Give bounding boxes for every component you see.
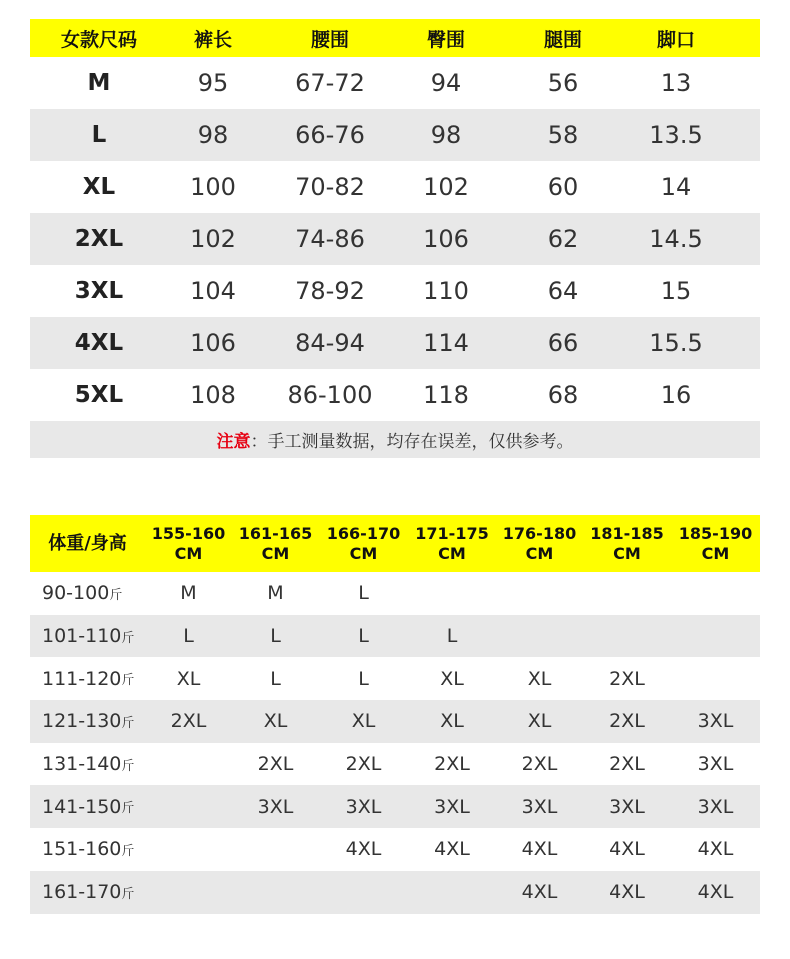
size-header-cell: 脚口 — [656, 28, 695, 51]
weight-value: 131-140 — [42, 753, 122, 776]
fit-size-value: 3XL — [697, 753, 734, 776]
height-range-header — [319, 524, 408, 564]
size-value: 106 — [190, 329, 236, 357]
size-header-cell: 腿围 — [543, 28, 582, 51]
size-value: 16 — [660, 381, 692, 409]
weight-unit: 斤 — [121, 843, 135, 859]
fit-row — [30, 871, 760, 914]
height-range-value: 181-185 — [590, 523, 664, 543]
weight-range — [30, 710, 145, 732]
fit-size-value: 3XL — [697, 710, 734, 733]
size-value: 98 — [197, 121, 229, 149]
weight-value: 111-120 — [42, 667, 122, 690]
fit-size-value: 4XL — [521, 881, 558, 904]
size-value: 102 — [190, 225, 236, 253]
fit-size-value: M — [180, 582, 197, 605]
fit-size-value: XL — [176, 667, 201, 690]
fit-row — [30, 828, 760, 871]
size-row — [30, 57, 760, 109]
note-text: ：手工测量数据，均存在误差，仅供参考。 — [250, 432, 574, 452]
size-value: 70-82 — [295, 173, 365, 201]
size-header-cell: 腰围 — [310, 28, 349, 51]
fit-table-header — [30, 515, 760, 572]
size-value: 95 — [197, 69, 229, 97]
size-header-cell: 裤长 — [193, 28, 232, 51]
height-unit: CM — [174, 543, 203, 563]
size-value: 118 — [423, 381, 469, 409]
fit-corner-label: 体重/身高 — [48, 532, 127, 554]
fit-size-value: L — [358, 582, 369, 605]
fit-size-value: XL — [527, 710, 552, 733]
weight-unit: 斤 — [121, 758, 135, 774]
size-row — [30, 213, 760, 265]
height-range-header — [583, 524, 671, 564]
measurement-note — [30, 421, 760, 458]
note-label: 注意 — [216, 432, 251, 452]
size-row — [30, 161, 760, 213]
height-unit: CM — [349, 543, 378, 563]
fit-size-value: 4XL — [697, 881, 734, 904]
fit-size-value: XL — [351, 710, 376, 733]
size-row — [30, 369, 760, 421]
fit-size-value: 2XL — [434, 753, 470, 776]
fit-size-value: XL — [440, 710, 464, 733]
fit-size-value: 3XL — [345, 795, 382, 818]
size-value: 66 — [547, 329, 579, 357]
fit-size-value: L — [358, 667, 369, 690]
size-value: 58 — [547, 121, 579, 149]
fit-size-value: 2XL — [609, 667, 645, 690]
size-value: 74-86 — [295, 225, 365, 253]
weight-unit: 斤 — [121, 630, 135, 646]
fit-size-value: M — [267, 582, 284, 605]
fit-size-value: L — [183, 625, 194, 648]
fit-size-value: 3XL — [521, 795, 558, 818]
weight-range — [30, 668, 145, 690]
size-value: 110 — [423, 277, 469, 305]
weight-range — [30, 881, 145, 903]
size-label: XL — [82, 174, 116, 200]
weight-range — [30, 625, 145, 647]
height-unit: CM — [613, 543, 641, 563]
size-value: 64 — [547, 277, 579, 305]
size-value: 78-92 — [295, 277, 365, 305]
weight-value: 101-110 — [42, 625, 122, 648]
fit-size-value: XL — [440, 667, 464, 690]
fit-size-value: 4XL — [609, 838, 645, 861]
weight-range — [30, 582, 145, 604]
size-label: M — [87, 70, 111, 96]
size-label: L — [91, 122, 107, 148]
size-label: 2XL — [74, 226, 124, 252]
fit-size-value: XL — [527, 667, 552, 690]
weight-range — [30, 796, 145, 818]
weight-unit: 斤 — [121, 715, 135, 731]
fit-size-value: 3XL — [257, 795, 294, 818]
height-range-value: 166-170 — [326, 523, 401, 543]
size-value: 86-100 — [287, 381, 373, 409]
height-range-value: 155-160 — [151, 523, 226, 543]
size-table — [30, 19, 760, 458]
size-value: 14.5 — [649, 225, 703, 253]
size-value: 60 — [547, 173, 579, 201]
size-value: 114 — [423, 329, 469, 357]
height-range-header — [232, 524, 319, 564]
size-value: 15 — [660, 277, 692, 305]
fit-size-value: 4XL — [434, 838, 470, 861]
size-value: 100 — [190, 173, 236, 201]
size-value: 62 — [547, 225, 579, 253]
size-value: 13 — [660, 69, 692, 97]
fit-row — [30, 743, 760, 786]
size-table-header — [30, 19, 760, 57]
size-value: 68 — [547, 381, 579, 409]
weight-unit: 斤 — [109, 587, 123, 603]
fit-size-value: 2XL — [257, 753, 294, 776]
height-range-header — [671, 524, 760, 564]
weight-value: 121-130 — [42, 710, 122, 733]
fit-size-value: L — [270, 667, 281, 690]
height-unit: CM — [525, 543, 554, 563]
fit-size-value: 2XL — [609, 710, 645, 733]
height-range-value: 176-180 — [502, 523, 577, 543]
weight-value: 90-100 — [42, 582, 110, 605]
size-header-cell: 臀围 — [426, 28, 465, 51]
size-value: 104 — [190, 277, 236, 305]
size-value: 102 — [423, 173, 469, 201]
size-value: 15.5 — [649, 329, 703, 357]
height-unit: CM — [701, 543, 730, 563]
height-range-header — [496, 524, 583, 564]
fit-size-value: 4XL — [521, 838, 558, 861]
size-row — [30, 265, 760, 317]
height-range-value: 161-165 — [238, 523, 313, 543]
size-value: 108 — [190, 381, 236, 409]
weight-unit: 斤 — [121, 673, 135, 689]
weight-value: 161-170 — [42, 881, 122, 904]
size-value: 106 — [423, 225, 469, 253]
fit-size-value: XL — [263, 710, 288, 733]
size-value: 13.5 — [649, 121, 703, 149]
weight-value: 141-150 — [42, 795, 122, 818]
weight-range — [30, 753, 145, 775]
size-row — [30, 317, 760, 369]
fit-size-value: L — [446, 625, 458, 648]
fit-size-value: 3XL — [609, 795, 645, 818]
height-range-value: 185-190 — [678, 523, 753, 543]
fit-size-value: L — [270, 625, 281, 648]
size-label: 4XL — [74, 330, 124, 356]
size-value: 98 — [430, 121, 462, 149]
fit-size-value: 4XL — [697, 838, 734, 861]
weight-unit: 斤 — [121, 801, 135, 817]
size-row — [30, 109, 760, 161]
weight-range — [30, 838, 145, 860]
fit-row — [30, 572, 760, 615]
size-value: 94 — [430, 69, 462, 97]
fit-table — [30, 515, 760, 914]
fit-row — [30, 785, 760, 828]
fit-size-value: 4XL — [345, 838, 382, 861]
fit-size-value: 3XL — [697, 795, 734, 818]
fit-size-value: 4XL — [609, 881, 645, 904]
size-header-cell: 女款尺码 — [60, 28, 137, 51]
size-value: 67-72 — [295, 69, 365, 97]
fit-row — [30, 657, 760, 700]
size-label: 5XL — [74, 382, 124, 408]
height-range-header — [408, 524, 496, 564]
height-range-header — [145, 524, 232, 564]
fit-size-value: 2XL — [345, 753, 382, 776]
fit-size-value: 3XL — [434, 795, 470, 818]
fit-size-value: 2XL — [170, 710, 207, 733]
weight-value: 151-160 — [42, 838, 122, 861]
fit-size-value: L — [358, 625, 369, 648]
height-unit: CM — [438, 543, 466, 563]
size-label: 3XL — [74, 278, 124, 304]
fit-size-value: 2XL — [521, 753, 558, 776]
size-value: 14 — [660, 173, 692, 201]
weight-unit: 斤 — [121, 886, 135, 902]
fit-size-value: 2XL — [609, 753, 645, 776]
size-value: 56 — [547, 69, 579, 97]
fit-row — [30, 615, 760, 658]
fit-row — [30, 700, 760, 743]
height-range-value: 171-175 — [415, 523, 489, 543]
height-unit: CM — [261, 543, 290, 563]
size-value: 84-94 — [295, 329, 365, 357]
size-value: 66-76 — [295, 121, 365, 149]
